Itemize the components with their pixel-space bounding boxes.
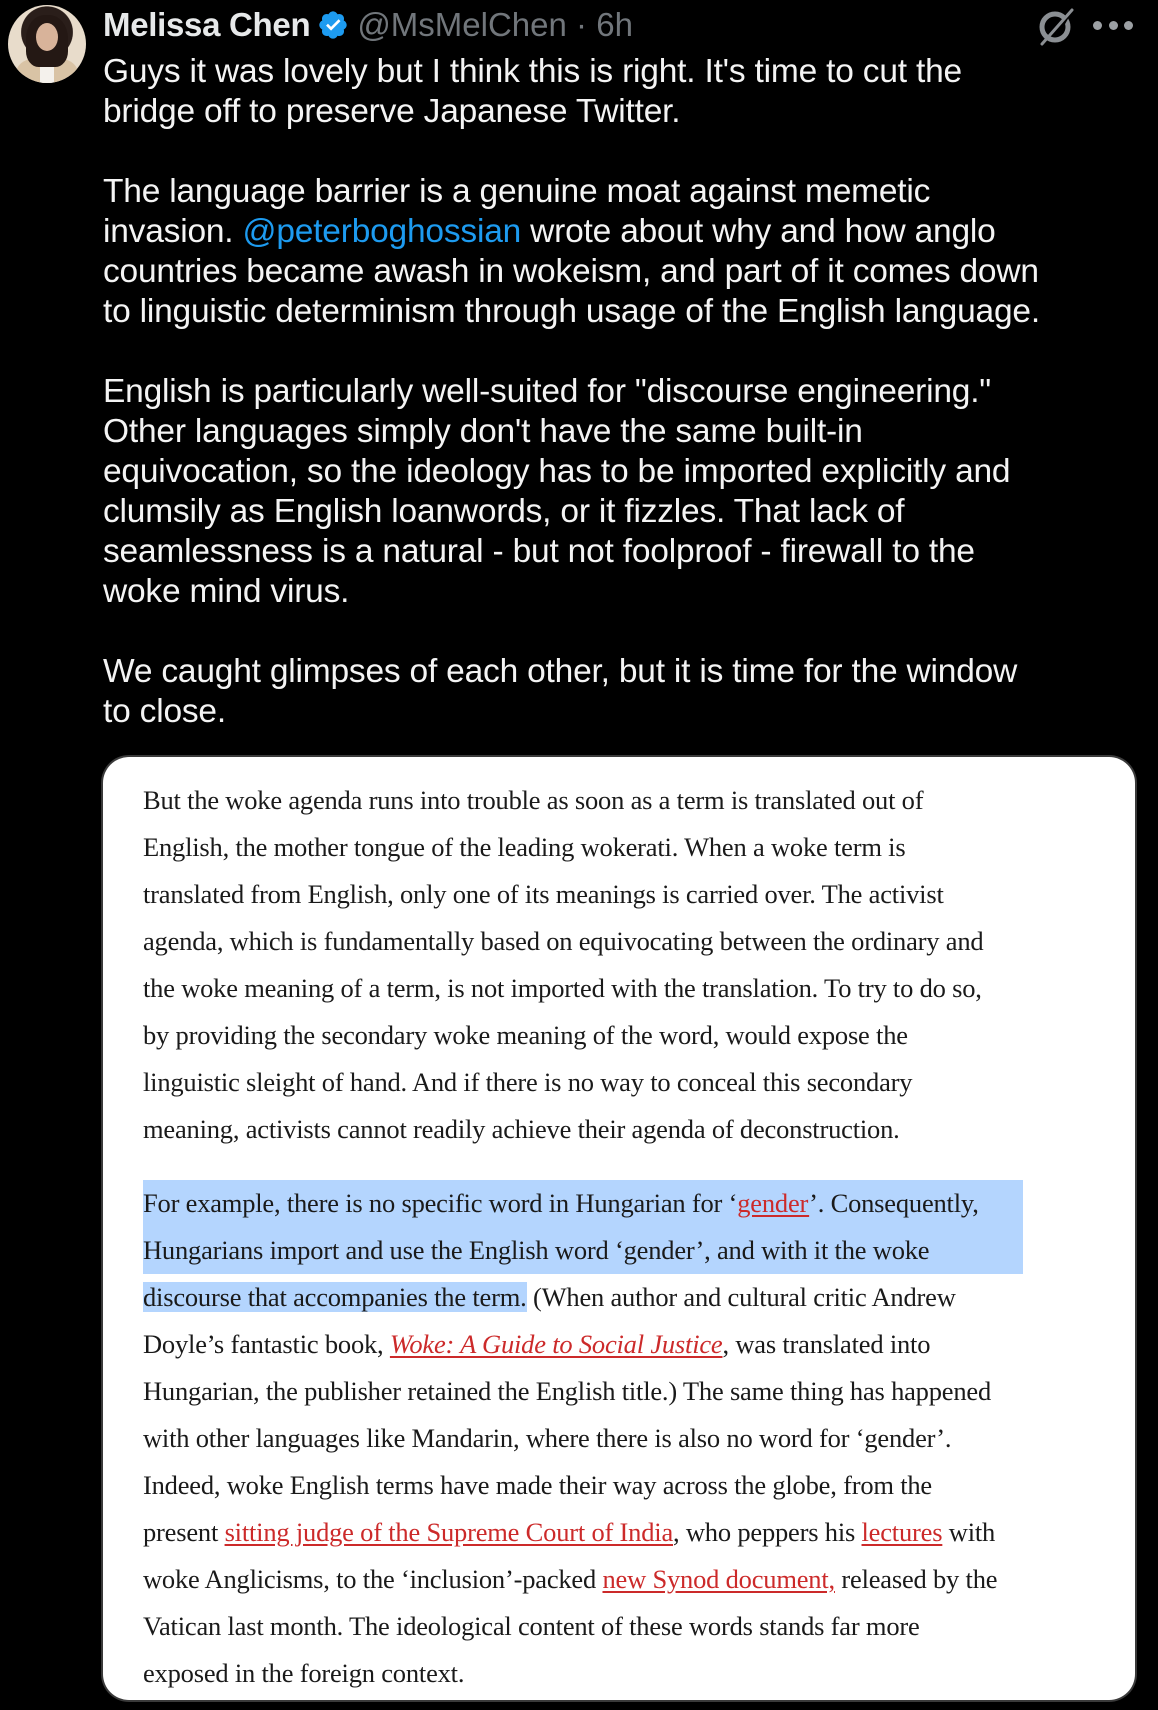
text-line: woke mind virus. — [103, 573, 350, 610]
text-line: with other languages like Mandarin, where there is also no word for ‘gender’. — [143, 1423, 952, 1453]
text-line — [143, 1556, 1103, 1603]
text-line: Indeed, woke English terms have made their way across the globe, from the — [143, 1470, 932, 1500]
excerpt-paragraph-1 — [143, 777, 1103, 1153]
text-line — [143, 1274, 1103, 1321]
text-segment: Doyle’s fantastic book, — [143, 1329, 390, 1359]
book-title-link[interactable]: Woke: A Guide to Social Justice — [389, 1329, 723, 1359]
text-line — [143, 1321, 1103, 1368]
synod-document-link[interactable]: new Synod document, — [602, 1564, 835, 1594]
verified-badge-icon — [317, 9, 349, 41]
text-segment: ’. Consequently, — [809, 1188, 979, 1218]
text-segment: woke Anglicisms, to the ‘inclusion’-packed — [143, 1564, 603, 1594]
lectures-link[interactable]: lectures — [861, 1517, 943, 1547]
text-segment: wrote about why and how anglo — [521, 213, 996, 250]
mention-link[interactable]: @peterboghossian — [242, 213, 522, 250]
text-line: Other languages simply don't have the same built-in — [103, 413, 863, 450]
text-line: Hungarian, the publisher retained the English title.) The same thing has happened — [143, 1376, 992, 1406]
more-options-button[interactable] — [1093, 18, 1133, 32]
text-line: bridge off to preserve Japanese Twitter. — [103, 93, 681, 130]
avatar[interactable] — [8, 5, 86, 83]
text-line: agenda, which is fundamentally based on equivocating between the ordinary and — [143, 926, 984, 956]
supreme-court-judge-link[interactable]: sitting judge of the Supreme Court of India — [224, 1517, 674, 1547]
text-line — [103, 212, 1153, 252]
grok-icon[interactable] — [1034, 4, 1078, 48]
tweet-paragraph-4 — [103, 652, 1153, 732]
text-line: But the woke agenda runs into trouble as soon as a term is translated out of — [143, 785, 924, 815]
text-line: the woke meaning of a term, is not imported with the translation. To try to do so, — [143, 973, 982, 1003]
tweet-paragraph-3 — [103, 372, 1153, 612]
text-line: English is particularly well-suited for "discourse engineering." — [103, 373, 991, 410]
dot-icon — [1124, 21, 1133, 30]
text-segment: released by the — [834, 1564, 998, 1594]
text-line: linguistic sleight of hand. And if there is no way to conceal this secondary — [143, 1067, 913, 1097]
text-line: Vatican last month. The ideological content of these words stands far more — [143, 1611, 920, 1641]
text-segment: (When author and cultural critic Andrew — [526, 1282, 956, 1312]
highlighted-line — [143, 1180, 1103, 1227]
highlighted-line: Hungarians import and use the English word ‘gender’, and with it the woke — [143, 1227, 1103, 1274]
tweet-paragraph-1 — [103, 52, 1153, 132]
tweet-header — [103, 0, 633, 50]
gender-link[interactable]: gender — [737, 1188, 810, 1218]
text-line: meaning, activists cannot readily achieve their agenda of deconstruction. — [143, 1114, 900, 1144]
text-line: translated from English, only one of its meanings is carried over. The activist — [143, 879, 944, 909]
separator-dot: · — [576, 6, 588, 43]
text-segment: with — [942, 1517, 996, 1547]
text-line: to linguistic determinism through usage of the English language. — [103, 293, 1040, 330]
text-segment: present — [143, 1517, 225, 1547]
tweet-paragraph-2 — [103, 172, 1153, 332]
text-line: The language barrier is a genuine moat against memetic — [103, 173, 931, 210]
text-line: countries became awash in wokeism, and part of it comes down — [103, 253, 1039, 290]
tweet-text — [103, 52, 1153, 772]
dot-icon — [1093, 21, 1102, 30]
text-segment: invasion. — [103, 213, 243, 250]
author-handle[interactable]: @MsMelChen — [357, 6, 567, 43]
timestamp[interactable]: 6h — [596, 6, 633, 43]
text-line: exposed in the foreign context. — [143, 1658, 465, 1688]
text-segment: , who peppers his — [673, 1517, 862, 1547]
text-line — [143, 1509, 1103, 1556]
dot-icon — [1109, 21, 1118, 30]
author-name[interactable]: Melissa Chen — [103, 6, 311, 43]
excerpt-paragraph-2 — [143, 1180, 1103, 1697]
text-line: to close. — [103, 693, 226, 730]
text-line: We caught glimpses of each other, but it is time for the window — [103, 653, 1018, 690]
text-line: English, the mother tongue of the leading wokerati. When a woke term is — [143, 832, 906, 862]
text-segment: , was translated into — [722, 1329, 931, 1359]
text-line: by providing the secondary woke meaning of the word, would expose the — [143, 1020, 908, 1050]
text-line: equivocation, so the ideology has to be imported explicitly and — [103, 453, 1011, 490]
text-line: Guys it was lovely but I think this is right. It's time to cut the — [103, 53, 962, 90]
text-line: seamlessness is a natural - but not foolproof - firewall to the — [103, 533, 975, 570]
text-segment: For example, there is no specific word in Hungarian for ‘ — [143, 1188, 738, 1218]
attached-image[interactable] — [103, 757, 1135, 1700]
article-excerpt — [143, 777, 1103, 1700]
avatar-face — [36, 23, 58, 51]
highlighted-segment: discourse that accompanies the term. — [143, 1282, 527, 1312]
text-line: clumsily as English loanwords, or it fizzles. That lack of — [103, 493, 905, 530]
